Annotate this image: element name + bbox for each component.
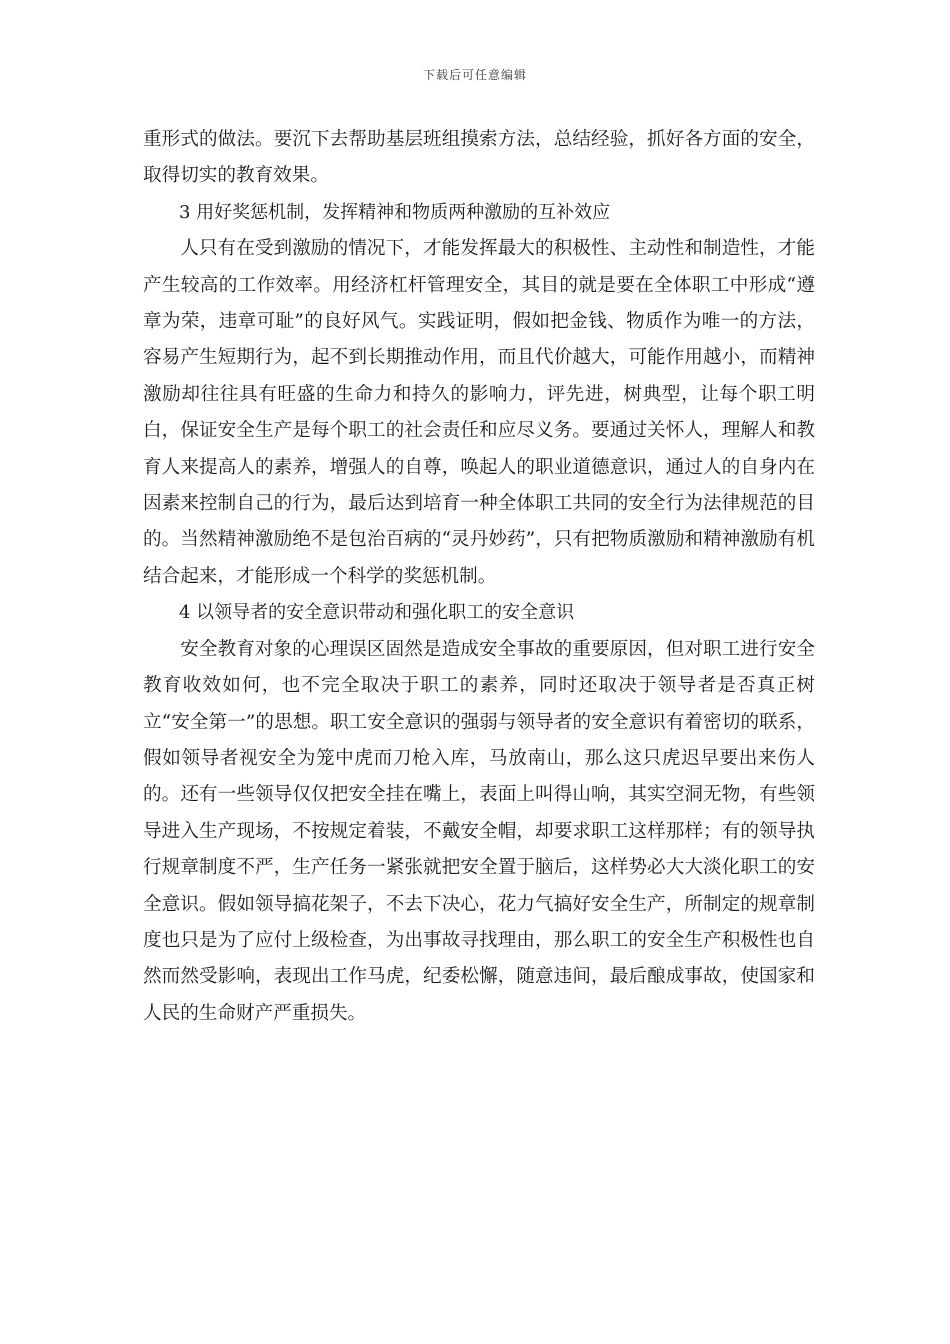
section-heading-3: 3 用好奖惩机制，发挥精神和物质两种激励的互补效应 [179,201,611,223]
paragraph-incentive: 人只有在受到激励的情况下，才能发挥最大的积极性、主动性和制造性，才能产生较高的工作效率。用经济杠杆管理安全，其目的就是要在全体职工中形成“遵章为荣，违章可耻”的良好风气。实践证明，假如把金钱、物质作为唯一的方法，容易产生短期行为，起不到长期推动作用，而且代价越大，可能作用越小，而精神激励却往往具有旺盛的生命力和持久的影响力，评先进，树典型，让每个职工明白，保证安全生产是每个职工的社会责任和应尽义务。要通过关怀人，理解人和教育人来提高人的素养，增强人的自尊，唤起人的职业道德意识，通过人的自身内在因素来控制自己的行为，最后达到培育一种全体职工共同的安全行为法律规范的目的。当然精神激励绝不是包治百病的“灵丹妙药”，只有把物质激励和精神激励有机结合起来，才能形成一个科学的奖惩机制。 [143,238,815,587]
page-header: 下载后可任意编辑 [422,68,527,82]
paragraph-leadership: 安全教育对象的心理误区固然是造成安全事故的重要原因，但对职工进行安全教育收效如何，也不完全取决于职工的素养，同时还取决于领导者是否真正树立“安全第一”的思想。职工安全意识的强弱与领导者的安全意识有着密切的联系，假如领导者视安全为笼中虎而刀枪入库，马放南山，那么这只虎迟早要出来伤人的。还有一些领导仅仅把安全挂在嘴上，表面上叫得山响，其实空洞无物，有些领导进入生产现场，不按规定着装，不戴安全帽，却要求职工这样那样；有的领导执行规章制度不严，生产任务一紧张就把安全置于脑后，这样势必大大淡化职工的安全意识。假如领导搞花架子，不去下决心，花力气搞好安全生产，所制定的规章制度也只是为了应付上级检查，为出事故寻找理由，那么职工的安全生产积极性也自然而然受影响，表现出工作马虎，纪委松懈，随意违间，最后酿成事故，使国家和人民的生命财产严重损失。 [143,638,815,1024]
document-body [143,122,815,1032]
paragraph-continuation: 重形式的做法。要沉下去帮助基层班组摸索方法，总结经验，抓好各方面的安全，取得切实的教育效果。 [143,129,815,187]
section-heading-4: 4 以领导者的安全意识带动和强化职工的安全意识 [179,602,575,624]
